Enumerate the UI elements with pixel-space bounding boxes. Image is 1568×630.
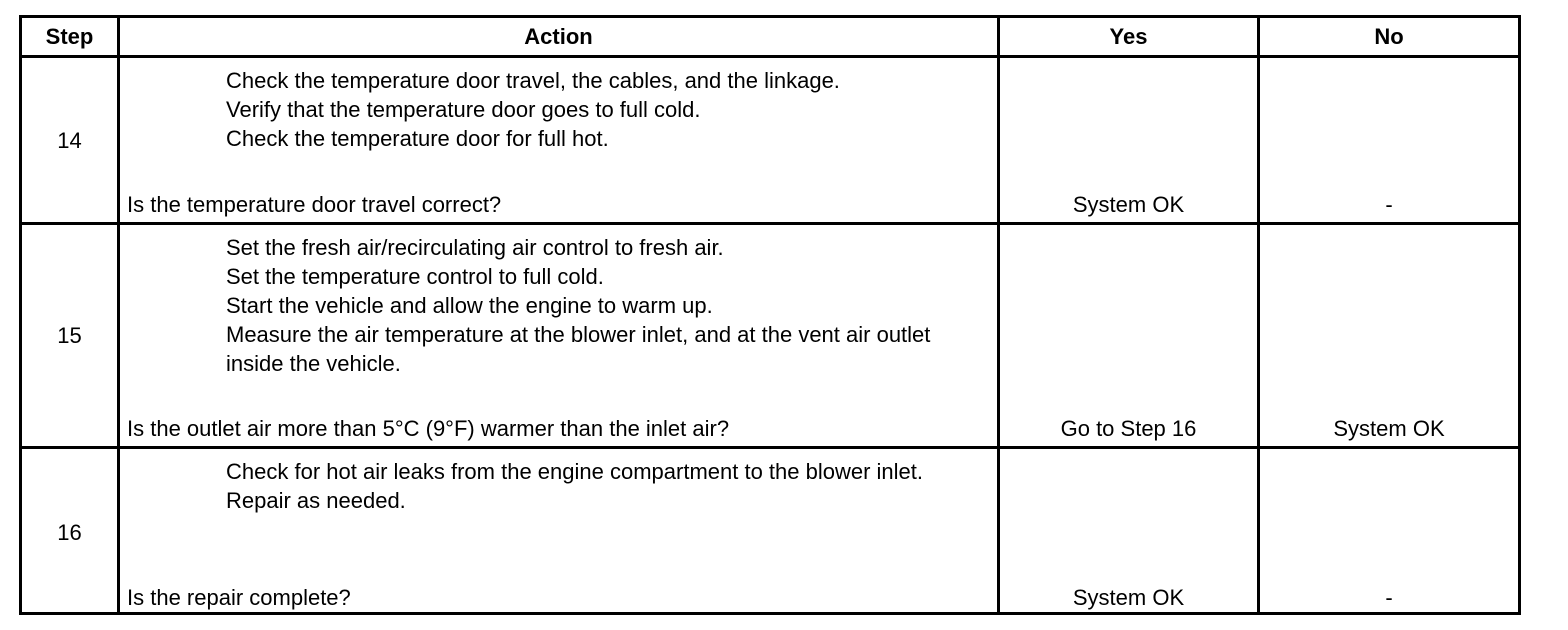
instruction-item: Verify that the temperature door goes to full cold.	[226, 97, 701, 122]
instruction-item: Measure the air temperature at the blower inlet, and at the vent air outlet inside the vehicle.	[226, 322, 931, 376]
instruction-item: Check for hot air leaks from the engine compartment to the blower inlet.	[226, 459, 924, 484]
instruction-item: Check the temperature door travel, the cables, and the linkage.	[226, 68, 840, 93]
no-cell	[1260, 225, 1518, 449]
action-cell	[120, 58, 1000, 225]
no-cell	[1260, 58, 1518, 225]
action-cell	[120, 225, 1000, 449]
header-action: Action	[120, 18, 1000, 58]
question-text: Is the outlet air more than 5°C (9°F) warmer than the inlet air?	[127, 416, 730, 441]
question-text: Is the temperature door travel correct?	[127, 192, 502, 217]
instruction-list	[226, 66, 966, 153]
no-result: System OK	[1333, 416, 1445, 441]
instruction-list	[226, 233, 966, 378]
no-result: -	[1385, 192, 1393, 217]
no-result: -	[1385, 585, 1393, 610]
question-text: Is the repair complete?	[127, 585, 351, 610]
yes-result: System OK	[1072, 585, 1185, 610]
header-no: No	[1260, 18, 1518, 58]
no-cell	[1260, 449, 1518, 615]
yes-cell	[1000, 58, 1260, 225]
instruction-item: Set the temperature control to full cold.	[226, 264, 604, 289]
instruction-item: Check the temperature door for full hot.	[226, 126, 609, 151]
yes-cell	[1000, 225, 1260, 449]
yes-result: System OK	[1072, 192, 1185, 217]
step-number: 15	[22, 225, 120, 449]
diagnostic-table	[19, 15, 1521, 615]
step-number: 16	[22, 449, 120, 615]
action-cell	[120, 449, 1000, 615]
instruction-list	[226, 457, 966, 515]
instruction-item: Start the vehicle and allow the engine to warm up.	[226, 293, 713, 318]
yes-result: Go to Step 16	[1060, 416, 1197, 441]
header-yes: Yes	[1000, 18, 1260, 58]
header-step: Step	[22, 18, 120, 58]
instruction-item: Repair as needed.	[226, 488, 406, 513]
step-number: 14	[22, 58, 120, 225]
yes-cell	[1000, 449, 1260, 615]
instruction-item: Set the fresh air/recirculating air control to fresh air.	[226, 235, 724, 260]
